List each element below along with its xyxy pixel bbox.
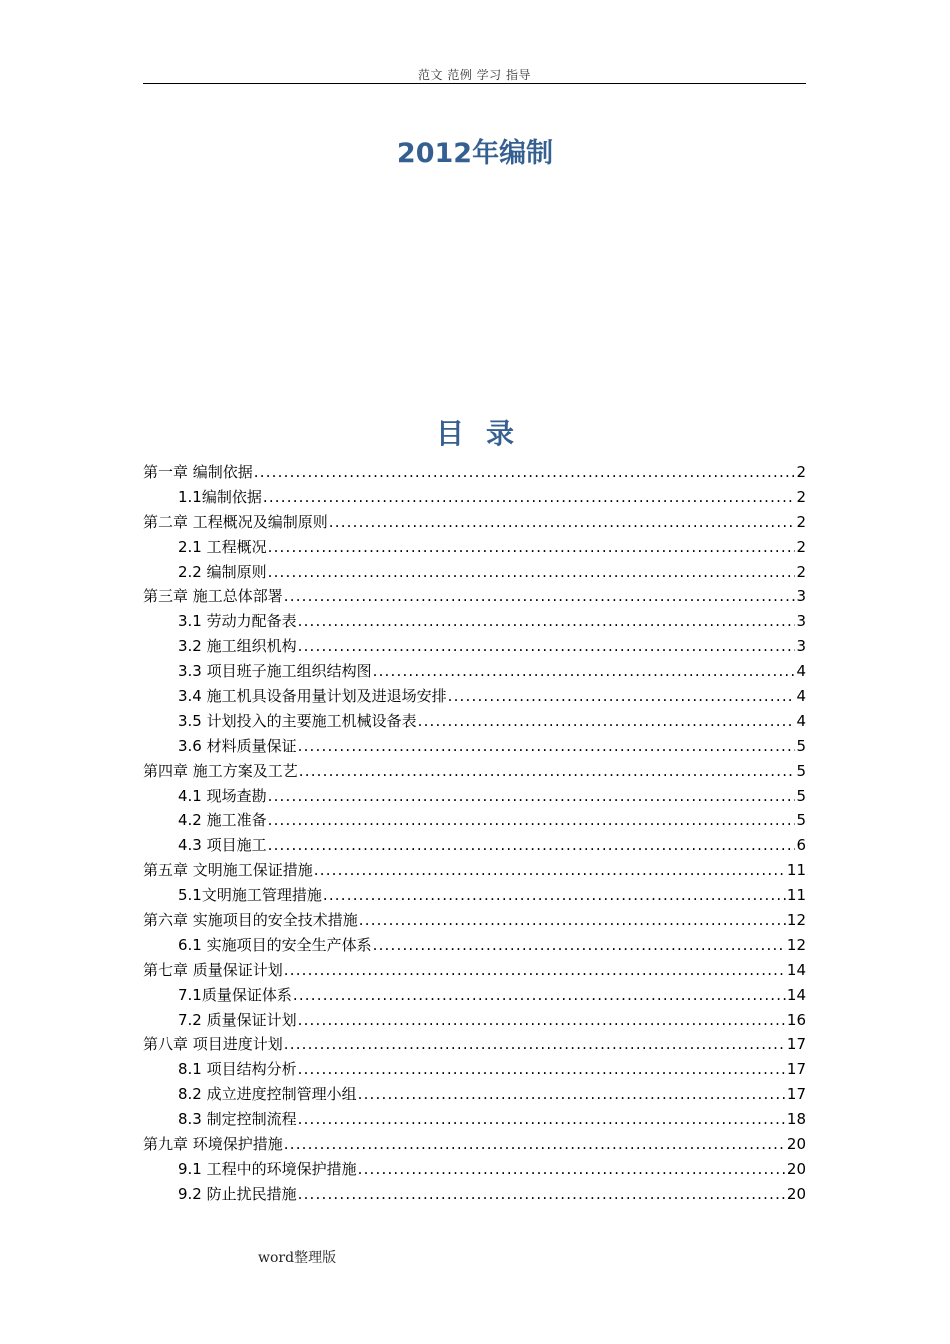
toc-entry-text: 7.2 质量保证计划	[178, 1010, 297, 1029]
toc-entry-page: 2	[796, 487, 806, 506]
toc-entry[interactable]	[143, 983, 806, 1008]
toc-entry-page: 20	[786, 1184, 806, 1203]
toc-leader-dots	[448, 684, 796, 709]
toc-entry[interactable]	[143, 1157, 806, 1182]
toc-entry[interactable]	[143, 1182, 806, 1207]
toc-leader-dots	[298, 634, 796, 659]
header-divider	[143, 83, 806, 84]
toc-entry-page: 17	[786, 1085, 806, 1104]
toc-entry-text: 3.3 项目班子施工组织结构图	[178, 662, 372, 681]
toc-entry[interactable]	[143, 1107, 806, 1132]
toc-entry-page: 14	[786, 960, 806, 979]
toc-entry-page: 16	[786, 1010, 806, 1029]
toc-entry[interactable]	[143, 560, 806, 585]
toc-entry-text: 7.1质量保证体系	[178, 985, 292, 1004]
toc-entry-page: 17	[786, 1060, 806, 1079]
toc-entry[interactable]	[143, 584, 806, 609]
toc-entry-page: 11	[786, 886, 806, 905]
toc-leader-dots	[268, 560, 796, 585]
toc-entry-page: 6	[796, 836, 806, 855]
toc-entry-text: 3.5 计划投入的主要施工机械设备表	[178, 711, 417, 730]
toc-leader-dots	[268, 808, 796, 833]
toc-entry[interactable]	[143, 1057, 806, 1082]
toc-entry[interactable]	[143, 908, 806, 933]
toc-entry-text: 4.3 项目施工	[178, 836, 267, 855]
table-of-contents	[143, 460, 806, 1207]
toc-entry-text: 9.2 防止扰民措施	[178, 1184, 297, 1203]
toc-entry-text: 3.2 施工组织机构	[178, 637, 297, 656]
toc-entry[interactable]	[143, 535, 806, 560]
toc-entry-text: 第七章 质量保证计划	[143, 960, 283, 979]
toc-entry-page: 5	[796, 811, 806, 830]
toc-entry[interactable]	[143, 1032, 806, 1057]
toc-entry-text: 第五章 文明施工保证措施	[143, 861, 313, 880]
toc-entry-page: 18	[786, 1110, 806, 1129]
toc-entry-text: 3.1 劳动力配备表	[178, 612, 297, 631]
toc-entry[interactable]	[143, 460, 806, 485]
toc-entry[interactable]	[143, 634, 806, 659]
toc-leader-dots	[268, 535, 796, 560]
toc-entry-page: 3	[796, 612, 806, 631]
toc-leader-dots	[263, 485, 796, 510]
toc-entry[interactable]	[143, 510, 806, 535]
toc-entry[interactable]	[143, 709, 806, 734]
toc-entry-text: 4.1 现场查勘	[178, 786, 267, 805]
toc-entry-text: 5.1文明施工管理措施	[178, 886, 322, 905]
toc-title: 目录	[435, 417, 536, 450]
toc-leader-dots	[329, 510, 796, 535]
toc-entry-page: 5	[796, 736, 806, 755]
toc-entry[interactable]	[143, 833, 806, 858]
toc-entry-text: 第六章 实施项目的安全技术措施	[143, 911, 358, 930]
toc-entry-page: 5	[796, 761, 806, 780]
toc-entry-page: 12	[786, 935, 806, 954]
toc-entry-page: 2	[796, 537, 806, 556]
toc-leader-dots	[299, 759, 796, 784]
toc-entry-page: 4	[796, 711, 806, 730]
toc-entry[interactable]	[143, 784, 806, 809]
toc-entry-page: 4	[796, 687, 806, 706]
document-year-title: 2012年编制	[396, 138, 554, 169]
toc-entry-text: 3.6 材料质量保证	[178, 736, 297, 755]
toc-entry[interactable]	[143, 1132, 806, 1157]
toc-leader-dots	[298, 1182, 786, 1207]
toc-entry[interactable]	[143, 858, 806, 883]
toc-entry[interactable]	[143, 734, 806, 759]
toc-leader-dots	[298, 1008, 786, 1033]
toc-entry-text: 第九章 环境保护措施	[143, 1135, 283, 1154]
toc-entry[interactable]	[143, 609, 806, 634]
toc-leader-dots	[284, 1132, 786, 1157]
toc-leader-dots	[358, 1157, 786, 1182]
toc-leader-dots	[284, 958, 786, 983]
toc-entry-text: 第一章 编制依据	[143, 463, 253, 481]
toc-leader-dots	[293, 983, 786, 1008]
toc-entry-page: 2	[796, 562, 806, 581]
toc-entry[interactable]	[143, 1082, 806, 1107]
toc-entry-page: 20	[786, 1159, 806, 1178]
toc-entry-page: 5	[796, 786, 806, 805]
toc-leader-dots	[298, 609, 796, 634]
toc-leader-dots	[359, 908, 786, 933]
toc-entry-text: 3.4 施工机具设备用量计划及进退场安排	[178, 687, 447, 706]
toc-leader-dots	[314, 858, 786, 883]
toc-entry-text: 2.2 编制原则	[178, 562, 267, 581]
toc-leader-dots	[418, 709, 796, 734]
toc-leader-dots	[268, 833, 796, 858]
toc-entry-page: 3	[796, 637, 806, 656]
toc-entry-text: 9.1 工程中的环境保护措施	[178, 1159, 357, 1178]
toc-entry-text: 8.3 制定控制流程	[178, 1110, 297, 1129]
toc-leader-dots	[373, 933, 786, 958]
toc-entry[interactable]	[143, 883, 806, 908]
toc-entry[interactable]	[143, 1008, 806, 1033]
toc-entry-text: 6.1 实施项目的安全生产体系	[178, 935, 372, 954]
toc-entry-page: 3	[796, 587, 806, 606]
toc-leader-dots	[298, 1057, 786, 1082]
toc-entry-text: 8.1 项目结构分析	[178, 1060, 297, 1079]
toc-entry[interactable]	[143, 759, 806, 784]
toc-entry-text: 第八章 项目进度计划	[143, 1035, 283, 1054]
toc-leader-dots	[298, 734, 796, 759]
toc-entry[interactable]	[143, 684, 806, 709]
toc-entry-text: 2.1 工程概况	[178, 537, 267, 556]
toc-entry-page: 20	[786, 1135, 806, 1154]
toc-entry-text: 第四章 施工方案及工艺	[143, 761, 298, 780]
toc-leader-dots	[284, 1032, 786, 1057]
toc-entry-page: 11	[786, 861, 806, 880]
toc-entry-text: 1.1编制依据	[178, 487, 262, 506]
toc-entry[interactable]	[143, 933, 806, 958]
toc-leader-dots	[358, 1082, 786, 1107]
toc-leader-dots	[268, 784, 796, 809]
toc-leader-dots	[284, 584, 796, 609]
toc-entry-text: 8.2 成立进度控制管理小组	[178, 1085, 357, 1104]
toc-leader-dots	[254, 460, 796, 485]
toc-entry-page: 14	[786, 985, 806, 1004]
toc-entry[interactable]	[143, 958, 806, 983]
toc-entry[interactable]	[143, 808, 806, 833]
page-footer: word整理版	[258, 1250, 337, 1266]
toc-entry-text: 第二章 工程概况及编制原则	[143, 512, 328, 531]
toc-entry-page: 17	[786, 1035, 806, 1054]
toc-leader-dots	[298, 1107, 786, 1132]
toc-entry-page: 4	[796, 662, 806, 681]
toc-entry-page: 2	[796, 463, 806, 481]
toc-entry-page: 12	[786, 911, 806, 930]
toc-leader-dots	[323, 883, 786, 908]
toc-entry-page: 2	[796, 512, 806, 531]
toc-entry-text: 第三章 施工总体部署	[143, 587, 283, 606]
page-header: 范文 范例 学习 指导	[418, 68, 531, 82]
toc-entry[interactable]	[143, 659, 806, 684]
toc-entry[interactable]	[143, 485, 806, 510]
toc-entry-text: 4.2 施工准备	[178, 811, 267, 830]
toc-leader-dots	[373, 659, 796, 684]
